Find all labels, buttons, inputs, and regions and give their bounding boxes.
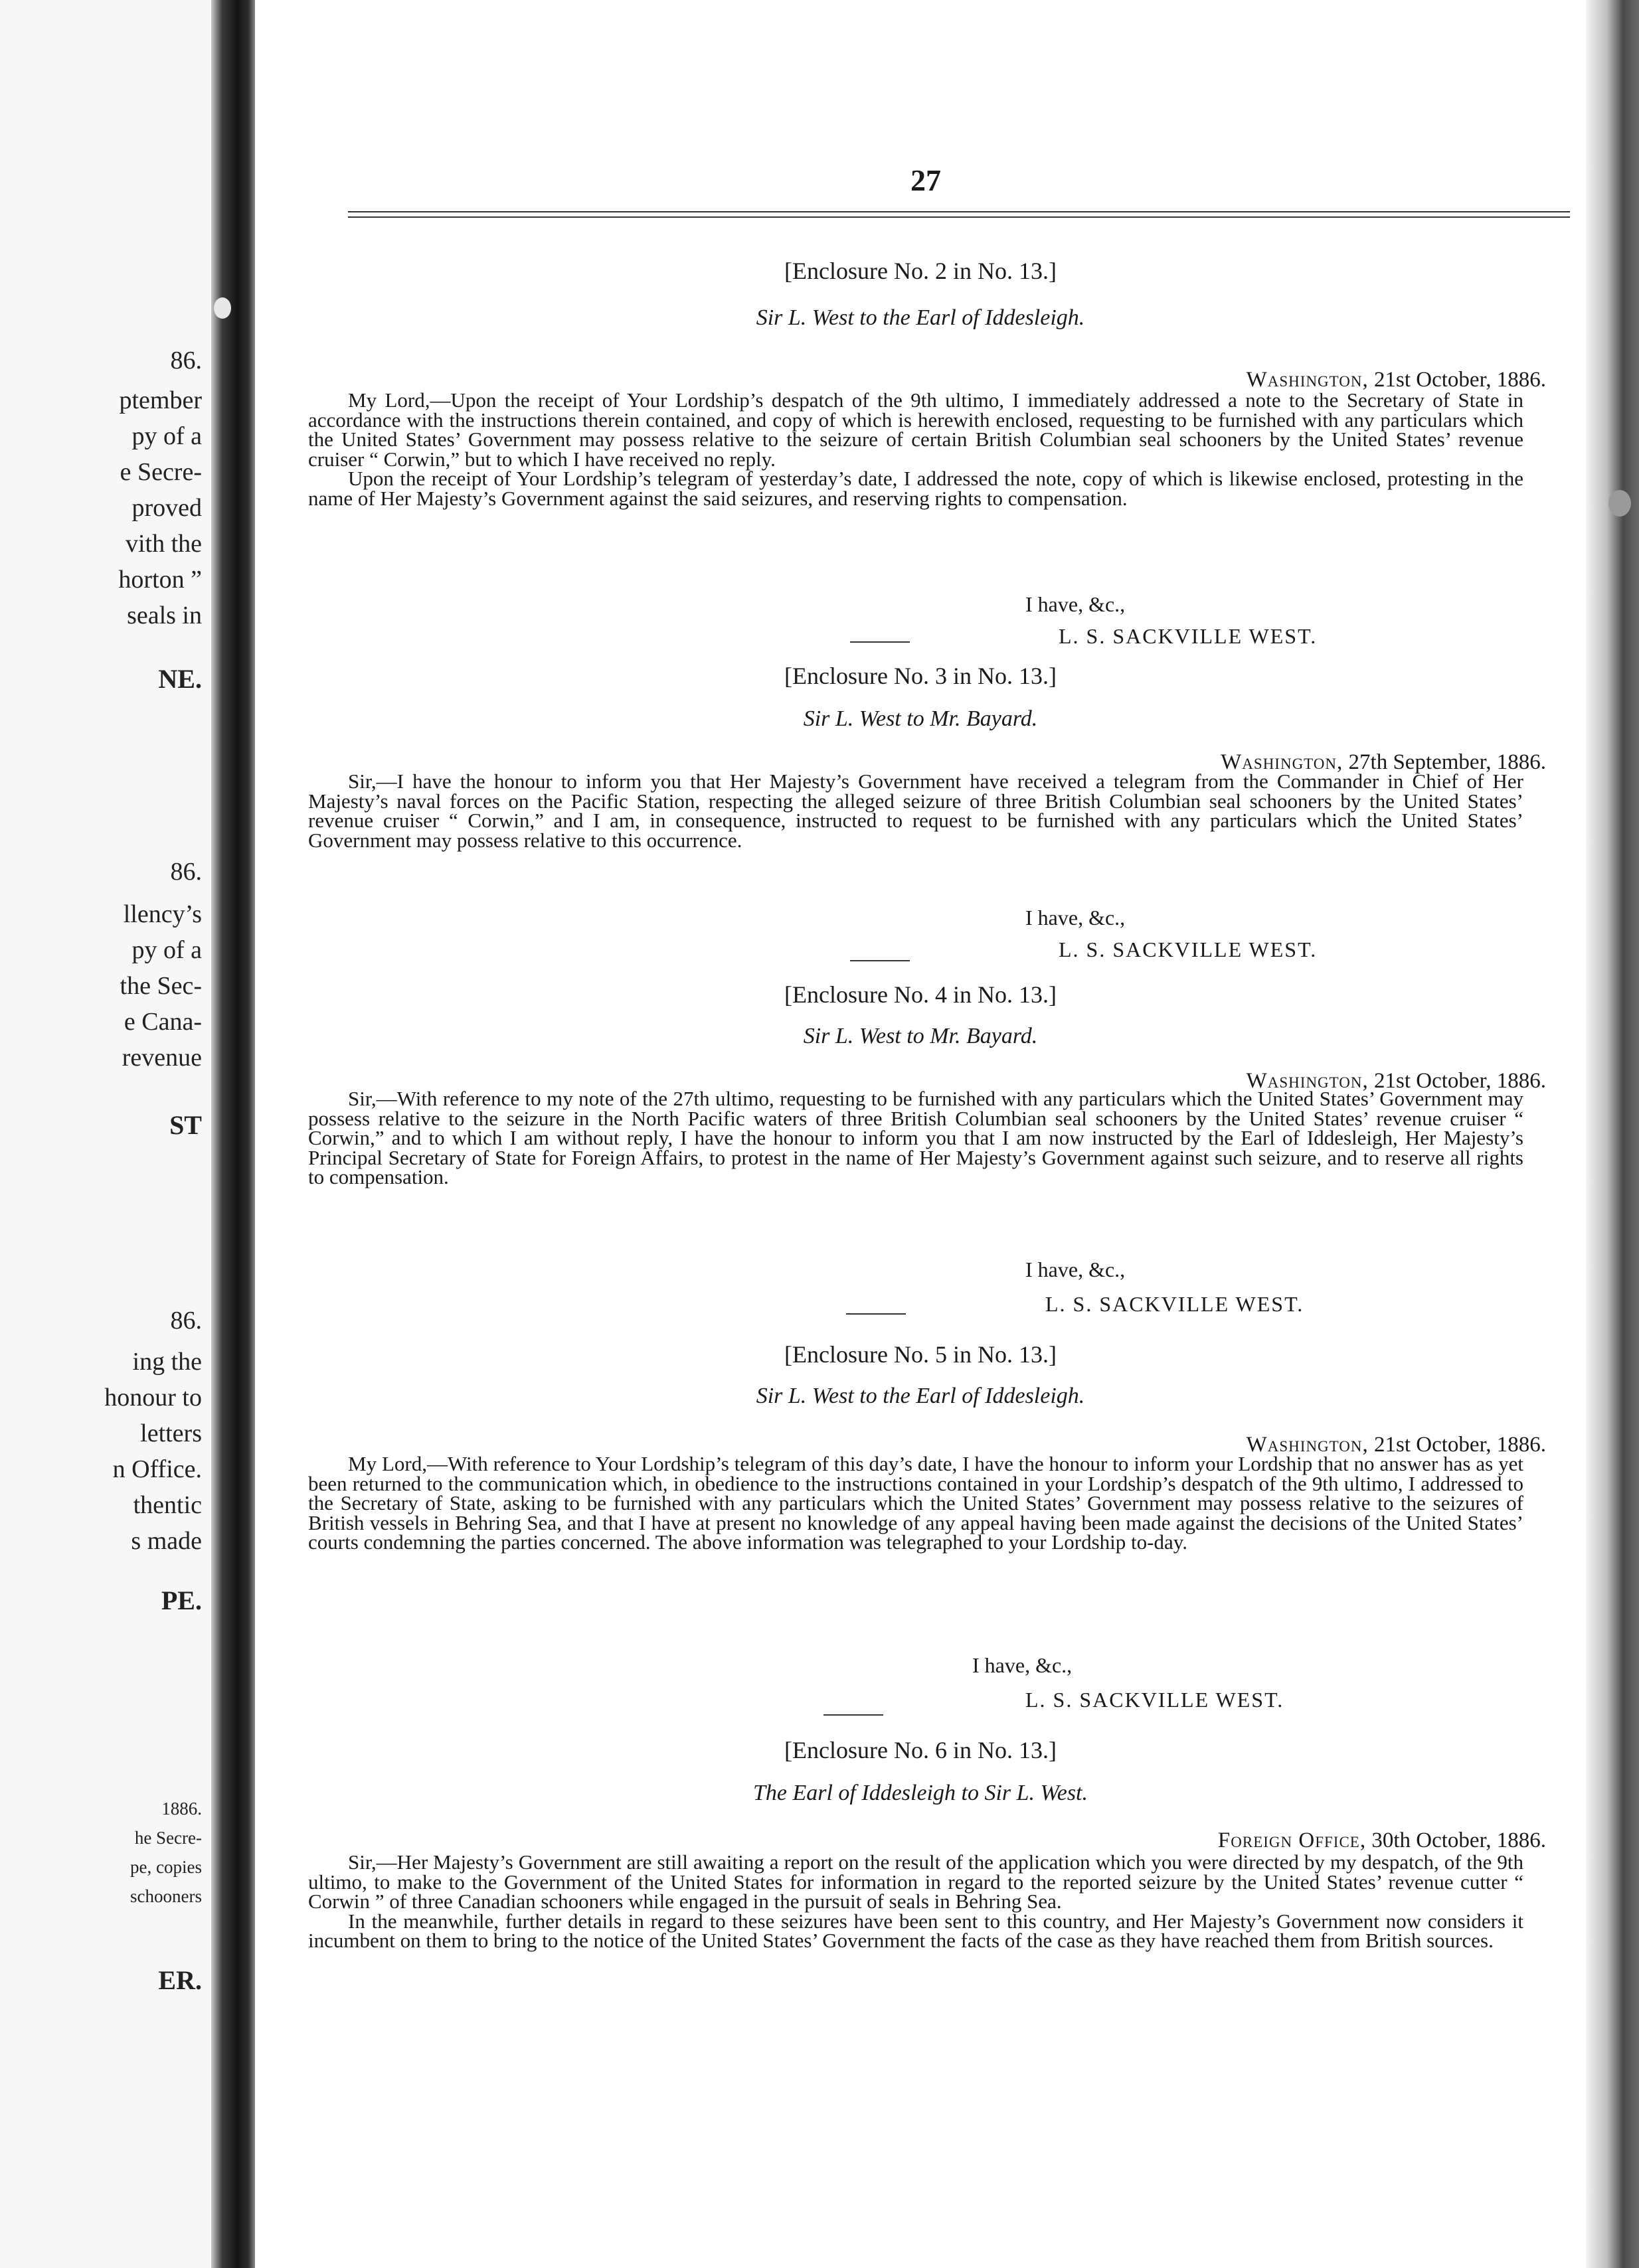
left-fragment: NE. [158,664,202,694]
left-fragment: e Cana- [124,1008,202,1036]
left-fragment: ER. [158,1965,202,1995]
date: 21st October, 1886. [1374,1433,1546,1457]
left-fragment: 1886. [161,1799,202,1819]
left-fragment: the Sec- [120,972,202,1000]
left-fragment: PE. [161,1585,202,1615]
left-fragment: letters [140,1419,202,1447]
paragraph: My Lord,—With reference to Your Lordship’s telegram of this day’s date, I have the honour to inform your Lordship that no answer has as yet been returned to the communication which, in obedience to the instructions contained in your Lordship’s despatch of the 9th ultimo, I addressed to the Secretary of State, asking to be furnished with any particulars which the United States’ Government may possess relative to the seizures of British vessels in Behring Sea, and that I have at present no knowledge of any appeal having been made against the decisions of the United States’ courts condemning the parties concerned. The above information was telegraphed to your Lordship to-day. [308,1452,1523,1554]
place: Washington, [1246,368,1369,392]
paragraph: Sir,—I have the honour to inform you that Her Majesty’s Government have received a telegram from the Commander in Chief of Her Majesty’s naval forces on the Pacific Station, respecting the alleged seizure of three British Columbian seal schooners by the United States’ revenue cruiser “ Corwin,” and I am, in consequence, instructed to request to be furnished with any particulars which the United States’ Government may possess relative to this occurrence. [308,770,1523,852]
left-fragment: honour to [104,1384,202,1412]
left-fragment: schooners [130,1886,202,1906]
left-fragment: 86. [170,858,202,886]
closing: I have, &c., [1025,906,1126,930]
date: 27th September, 1886. [1348,750,1546,774]
left-fragment: proved [131,494,202,522]
paragraph: My Lord,—Upon the receipt of Your Lordship’s despatch of the 9th ultimo, I immediately addressed a note to the Secretary of State in accordance with the instructions therein contained, and copy of which is herewith enclosed, requesting to be furnished with any particulars which the United States’ Government may possess relative to the seizure of certain British Columbian seal schooners by the United States’ revenue cruiser “ Corwin,” but to which I have received no reply. [308,388,1523,471]
closing: I have, &c., [1025,592,1126,616]
paragraph: In the meanwhile, further details in regard to these seizures have been sent to this country, and Her Majesty’s Government now considers it incumbent on them to bring to the notice of the United States’ Government the facts of the case as they have reached them from British sources. [308,1909,1523,1952]
enclosure-subheading: Sir L. West to the Earl of Iddesleigh. [756,305,1085,330]
left-fragment: py of a [131,936,202,964]
place: Washington, [1246,1433,1369,1457]
paragraph: Sir,—Her Majesty’s Government are still awaiting a report on the result of the application which you were directed by my despatch, of the 9th ultimo, to make to the Government of the United States for information in regard to the reported seizure by the United States’ revenue cutter “ Corwin ” of three Canadian schooners while engaged in the pursuit of seals in Behring Sea. [308,1850,1523,1913]
left-fragment: thentic [133,1491,202,1519]
enclosure-subheading: The Earl of Iddesleigh to Sir L. West. [752,1781,1088,1805]
date: 21st October, 1886. [1374,1069,1546,1093]
place: Washington, [1246,1069,1369,1093]
left-fragment: revenue [122,1044,202,1072]
left-fragment: n Office. [112,1455,202,1483]
section-divider [850,641,910,643]
left-fragment: 86. [170,1307,202,1335]
left-fragment: ing the [132,1348,202,1376]
left-fragment: horton ” [118,566,202,594]
paper-blemish [214,297,231,319]
signature: L. S. SACKVILLE WEST. [1059,937,1318,961]
left-fragment: ptember [119,386,202,414]
left-fragment: seals in [127,602,202,629]
enclosure-heading: [Enclosure No. 3 in No. 13.] [784,663,1057,689]
enclosure-heading: [Enclosure No. 2 in No. 13.] [784,258,1057,284]
section-divider [846,1313,906,1315]
signature: L. S. SACKVILLE WEST. [1045,1292,1304,1316]
page-number: 27 [910,163,941,197]
letter-body [308,1089,1523,1187]
enclosure-heading: [Enclosure No. 4 in No. 13.] [784,981,1057,1008]
section-divider [850,960,910,961]
left-fragment: ST [169,1110,202,1140]
book-gutter [211,0,255,2268]
enclosure-subheading: Sir L. West to Mr. Bayard. [803,706,1038,731]
place: Washington, [1221,750,1343,774]
header-rule [348,211,1570,218]
enclosure-heading: [Enclosure No. 6 in No. 13.] [784,1737,1057,1763]
date: 30th October, 1886. [1371,1828,1546,1852]
left-fragment: py of a [131,422,202,450]
letter-body [308,390,1523,508]
left-fragment: e Secre- [120,458,202,486]
left-facing-page [0,0,211,2268]
date: 21st October, 1886. [1374,368,1546,392]
paragraph: Sir,—With reference to my note of the 27th ultimo, requesting to be furnished with any particulars which the United States’ Government may possess relative to the seizure in the North Pacific waters of three British Columbian seal schooners by the United States’ revenue cruiser “ Corwin,” and to which I am without reply, I have the honour to inform you that I am now instructed by the Earl of Iddesleigh, Her Majesty’s Principal Secretary of State for Foreign Affairs, to protest in the name of Her Majesty’s Government against such seizure, and to reserve all rights to compensation. [308,1087,1523,1188]
document-page [255,0,1586,2268]
closing: I have, &c., [1025,1257,1126,1281]
signature: L. S. SACKVILLE WEST. [1059,624,1318,648]
enclosure-heading: [Enclosure No. 5 in No. 13.] [784,1341,1057,1368]
left-fragment: he Secre- [134,1828,202,1848]
signature: L. S. SACKVILLE WEST. [1025,1688,1284,1712]
paper-blemish [1608,490,1631,517]
left-fragment: pe, copies [130,1857,202,1877]
enclosure-subheading: Sir L. West to the Earl of Iddesleigh. [756,1384,1085,1408]
paragraph: Upon the receipt of Your Lordship’s telegram of yesterday’s date, I addressed the note, copy of which is likewise enclosed, protesting in the name of Her Majesty’s Government against the said seizures, and reserving rights to compensation. [308,467,1523,510]
place: Foreign Office, [1217,1828,1367,1852]
left-fragment: 86. [170,347,202,374]
enclosure-subheading: Sir L. West to Mr. Bayard. [803,1024,1038,1048]
letter-body [308,771,1523,850]
left-fragment: s made [131,1527,202,1555]
left-fragment: vith the [125,530,202,558]
page-edge [1586,0,1639,2268]
closing: I have, &c., [972,1653,1073,1677]
section-divider [823,1714,883,1716]
letter-body [308,1852,1523,1951]
letter-body [308,1454,1523,1552]
left-fragment: llency’s [123,900,202,928]
place-date [1218,1827,1546,1854]
